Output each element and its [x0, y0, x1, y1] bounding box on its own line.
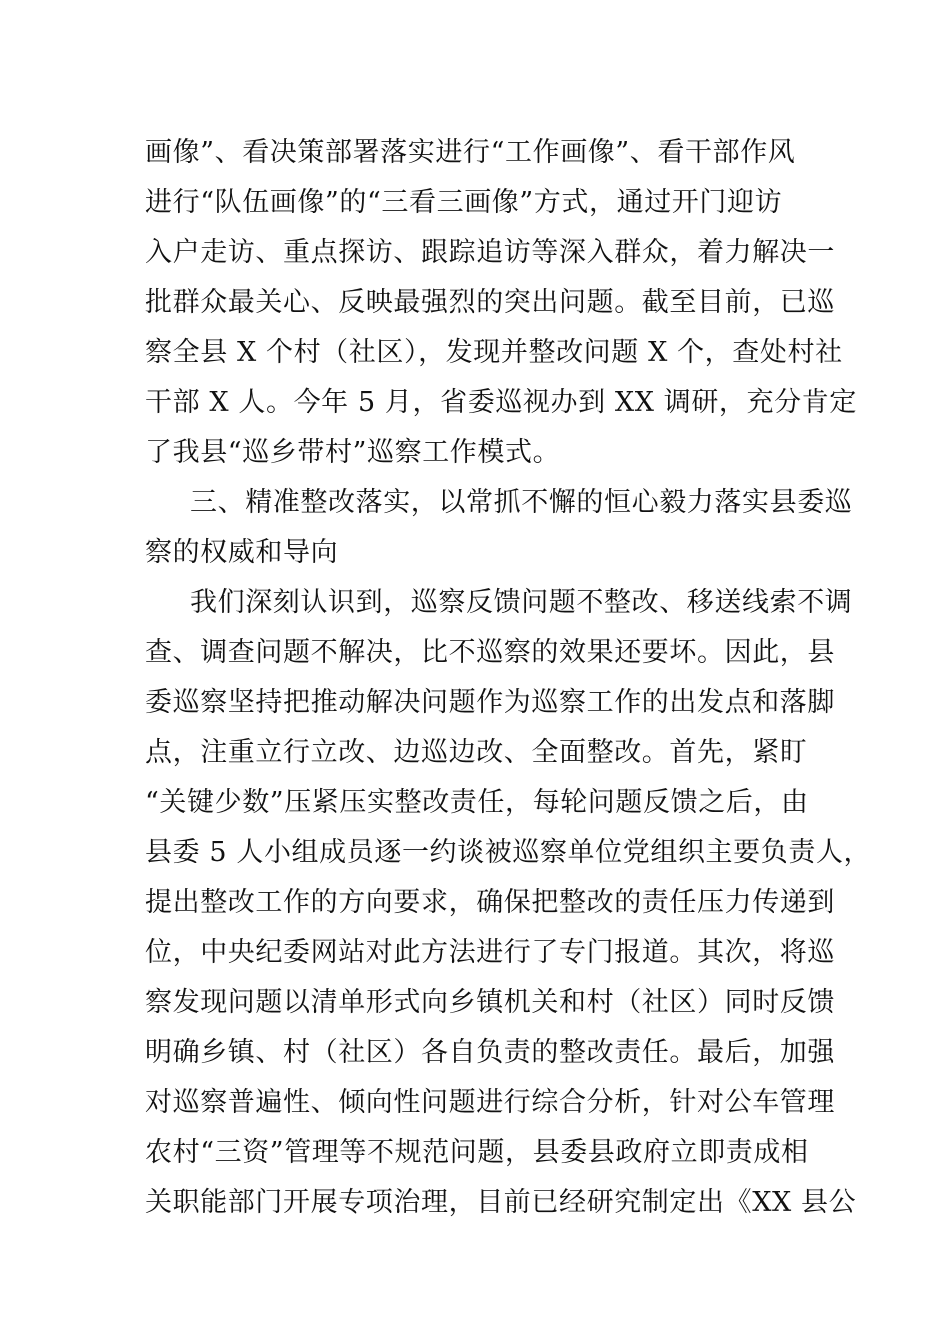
- text-line: 委巡察坚持把推动解决问题作为巡察工作的出发点和落脚: [145, 687, 835, 718]
- text-line: 入户走访、重点探访、跟踪追访等深入群众，着力解决一: [145, 237, 835, 268]
- text-line: 位，中央纪委网站对此方法进行了专门报道。其次，将巡: [145, 937, 835, 968]
- text-line: 批群众最关心、反映最强烈的突出问题。截至目前，已巡: [145, 287, 835, 318]
- text-line: 提出整改工作的方向要求，确保把整改的责任压力传递到: [145, 887, 835, 918]
- text-line: 县委 5 人小组成员逐一约谈被巡察单位党组织主要负责人，: [145, 837, 872, 868]
- text-line: 了我县“巡乡带村”巡察工作模式。: [145, 437, 561, 468]
- text-line: 我们深刻认识到，巡察反馈问题不整改、移送线索不调: [190, 587, 853, 618]
- text-line: 对巡察普遍性、倾向性问题进行综合分析，针对公车管理: [145, 1087, 835, 1118]
- text-line: 明确乡镇、村（社区）各自负责的整改责任。最后，加强: [145, 1037, 835, 1068]
- section-heading-line: 察的权威和导向: [145, 537, 339, 568]
- text-line: 农村“三资”管理等不规范问题，县委县政府立即责成相: [145, 1137, 809, 1168]
- text-line: 干部 X 人。今年 5 月，省委巡视办到 XX 调研，充分肯定: [145, 387, 857, 418]
- text-line: “关键少数”压紧压实整改责任，每轮问题反馈之后，由: [145, 787, 809, 818]
- text-line: 进行“队伍画像”的“三看三画像”方式，通过开门迎访: [145, 187, 783, 218]
- text-line: 察全县 X 个村（社区），发现并整改问题 X 个，查处村社: [145, 337, 843, 368]
- text-line: 察发现问题以清单形式向乡镇机关和村（社区）同时反馈: [145, 987, 835, 1018]
- text-line: 关职能部门开展专项治理，目前已经研究制定出《XX 县公: [145, 1187, 857, 1218]
- text-line: 画像”、看决策部署落实进行“工作画像”、看干部作风: [145, 137, 796, 168]
- text-line: 查、调查问题不解决，比不巡察的效果还要坏。因此，县: [145, 637, 835, 668]
- text-line: 点，注重立行立改、边巡边改、全面整改。首先，紧盯: [145, 737, 808, 768]
- section-heading-line: 三、精准整改落实，以常抓不懈的恒心毅力落实县委巡: [190, 487, 853, 518]
